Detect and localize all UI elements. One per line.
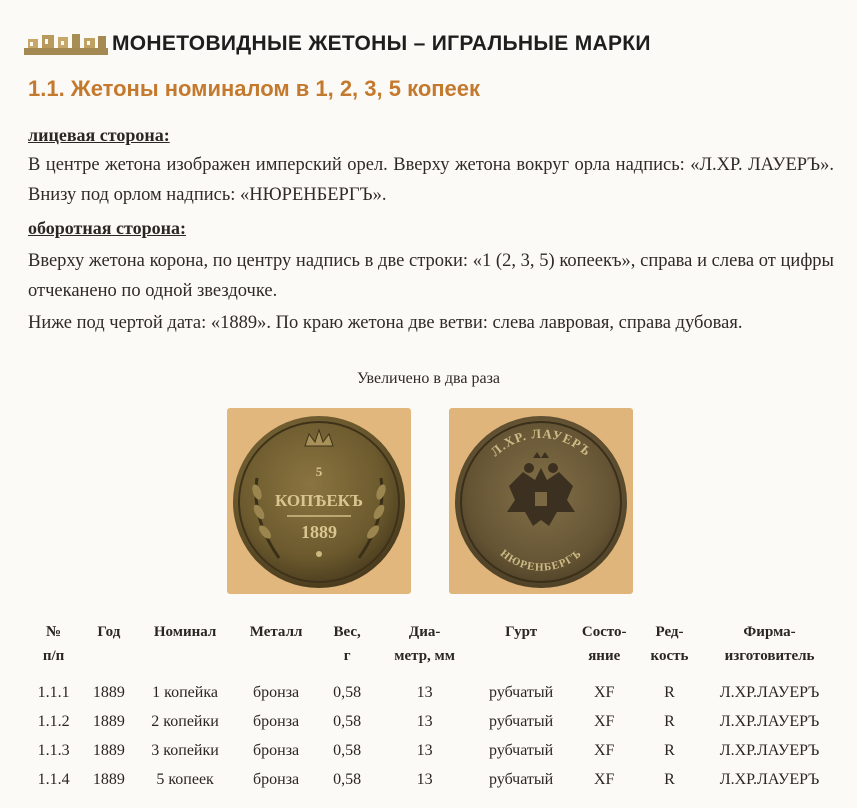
reverse-label: оборотная сторона: [28, 218, 186, 238]
coin-reverse-image [227, 408, 411, 594]
cell-year: 1889 [92, 712, 125, 730]
cell-manufacturer: Л.ХР.ЛАУЕРЪ [719, 712, 820, 730]
header-rarity: Ред- кость [650, 624, 689, 664]
table-header-row [24, 612, 838, 678]
cell-diameter: 13 [416, 741, 433, 759]
coin-denomination-word: КОПѢЕКЪ [274, 491, 364, 510]
section-header [24, 30, 651, 58]
cell-weight: 0,58 [333, 712, 362, 730]
header-metal: Металл [249, 624, 303, 640]
cell-rarity: R [664, 712, 675, 730]
cell-diameter: 13 [416, 683, 433, 701]
cell-metal: бронза [253, 741, 300, 759]
table-row [24, 765, 838, 794]
cell-metal: бронза [253, 683, 300, 701]
header-edge: Гурт [505, 624, 538, 640]
cell-year: 1889 [92, 683, 125, 701]
building-logo-icon [24, 33, 108, 55]
header-denomination: Номинал [153, 624, 217, 640]
obverse-label: лицевая сторона: [28, 125, 170, 145]
subsection-title: 1.1. Жетоны номиналом в 1, 2, 3, 5 копеек [28, 76, 481, 101]
cell-weight: 0,58 [333, 741, 362, 759]
cell-condition: XF [594, 683, 615, 701]
cell-edge: рубчатый [489, 712, 554, 730]
cell-edge: рубчатый [489, 683, 554, 701]
cell-edge: рубчатый [489, 770, 554, 788]
header-number: № п/п [42, 624, 65, 664]
header-condition: Состо- яние [581, 624, 627, 664]
cell-manufacturer: Л.ХР.ЛАУЕРЪ [719, 683, 820, 701]
header-weight: Вес, г [333, 624, 361, 664]
table-row [24, 678, 838, 707]
image-caption: Увеличено в два раза [356, 370, 500, 387]
cell-year: 1889 [92, 770, 125, 788]
obverse-description: В центре жетона изображен имперский орел. Вверху жетона вокруг орла надпись: «Л.ХР. ЛАУЕРЪ». Внизу под орлом надпись: «НЮРЕНБЕРГЪ». [28, 155, 834, 205]
specs-table [24, 612, 838, 794]
cell-denomination: 5 копеек [156, 770, 214, 788]
cell-manufacturer: Л.ХР.ЛАУЕРЪ [719, 770, 820, 788]
cell-diameter: 13 [416, 770, 433, 788]
header-diameter: Диа- метр, мм [394, 624, 455, 664]
coin-obverse-image [449, 408, 633, 594]
reverse-description-date: Ниже под чертой дата: «1889». По краю жетона две ветви: слева лавровая, справа дубовая. [28, 313, 743, 333]
cell-manufacturer: Л.ХР.ЛАУЕРЪ [719, 741, 820, 759]
header-manufacturer: Фирма- изготовитель [724, 624, 815, 664]
section-title: МОНЕТОВИДНЫЕ ЖЕТОНЫ – ИГРАЛЬНЫЕ МАРКИ [112, 32, 651, 55]
coin-city-inscription: НЮРЕНБЕРГЪ [497, 547, 585, 574]
cell-number: 1.1.1 [37, 683, 70, 701]
cell-weight: 0,58 [333, 683, 362, 701]
reverse-description: Вверху жетона корона, по центру надпись в две строки: «1 (2, 3, 5) копеекъ», справа и слева от цифры отчеканено по одной звездочке. [28, 251, 834, 301]
cell-denomination: 2 копейки [151, 712, 219, 730]
cell-rarity: R [664, 770, 675, 788]
coin-maker-inscription: Л.ХР. ЛАУЕРЪ [487, 425, 595, 460]
cell-metal: бронза [253, 712, 300, 730]
cell-rarity: R [664, 683, 675, 701]
coin-denomination-number: 5 [315, 464, 323, 479]
coin-year: 1889 [301, 522, 337, 542]
cell-condition: XF [594, 741, 615, 759]
cell-number: 1.1.2 [37, 712, 70, 730]
cell-number: 1.1.4 [37, 770, 70, 788]
cell-metal: бронза [253, 770, 300, 788]
cell-number: 1.1.3 [37, 741, 70, 759]
cell-weight: 0,58 [333, 770, 362, 788]
header-year: Год [97, 624, 121, 640]
table-row [24, 707, 838, 736]
cell-denomination: 3 копейки [151, 741, 219, 759]
cell-edge: рубчатый [489, 741, 554, 759]
cell-condition: XF [594, 770, 615, 788]
cell-rarity: R [664, 741, 675, 759]
cell-year: 1889 [92, 741, 125, 759]
cell-denomination: 1 копейка [152, 683, 218, 701]
table-row [24, 736, 838, 765]
cell-diameter: 13 [416, 712, 433, 730]
cell-condition: XF [594, 712, 615, 730]
